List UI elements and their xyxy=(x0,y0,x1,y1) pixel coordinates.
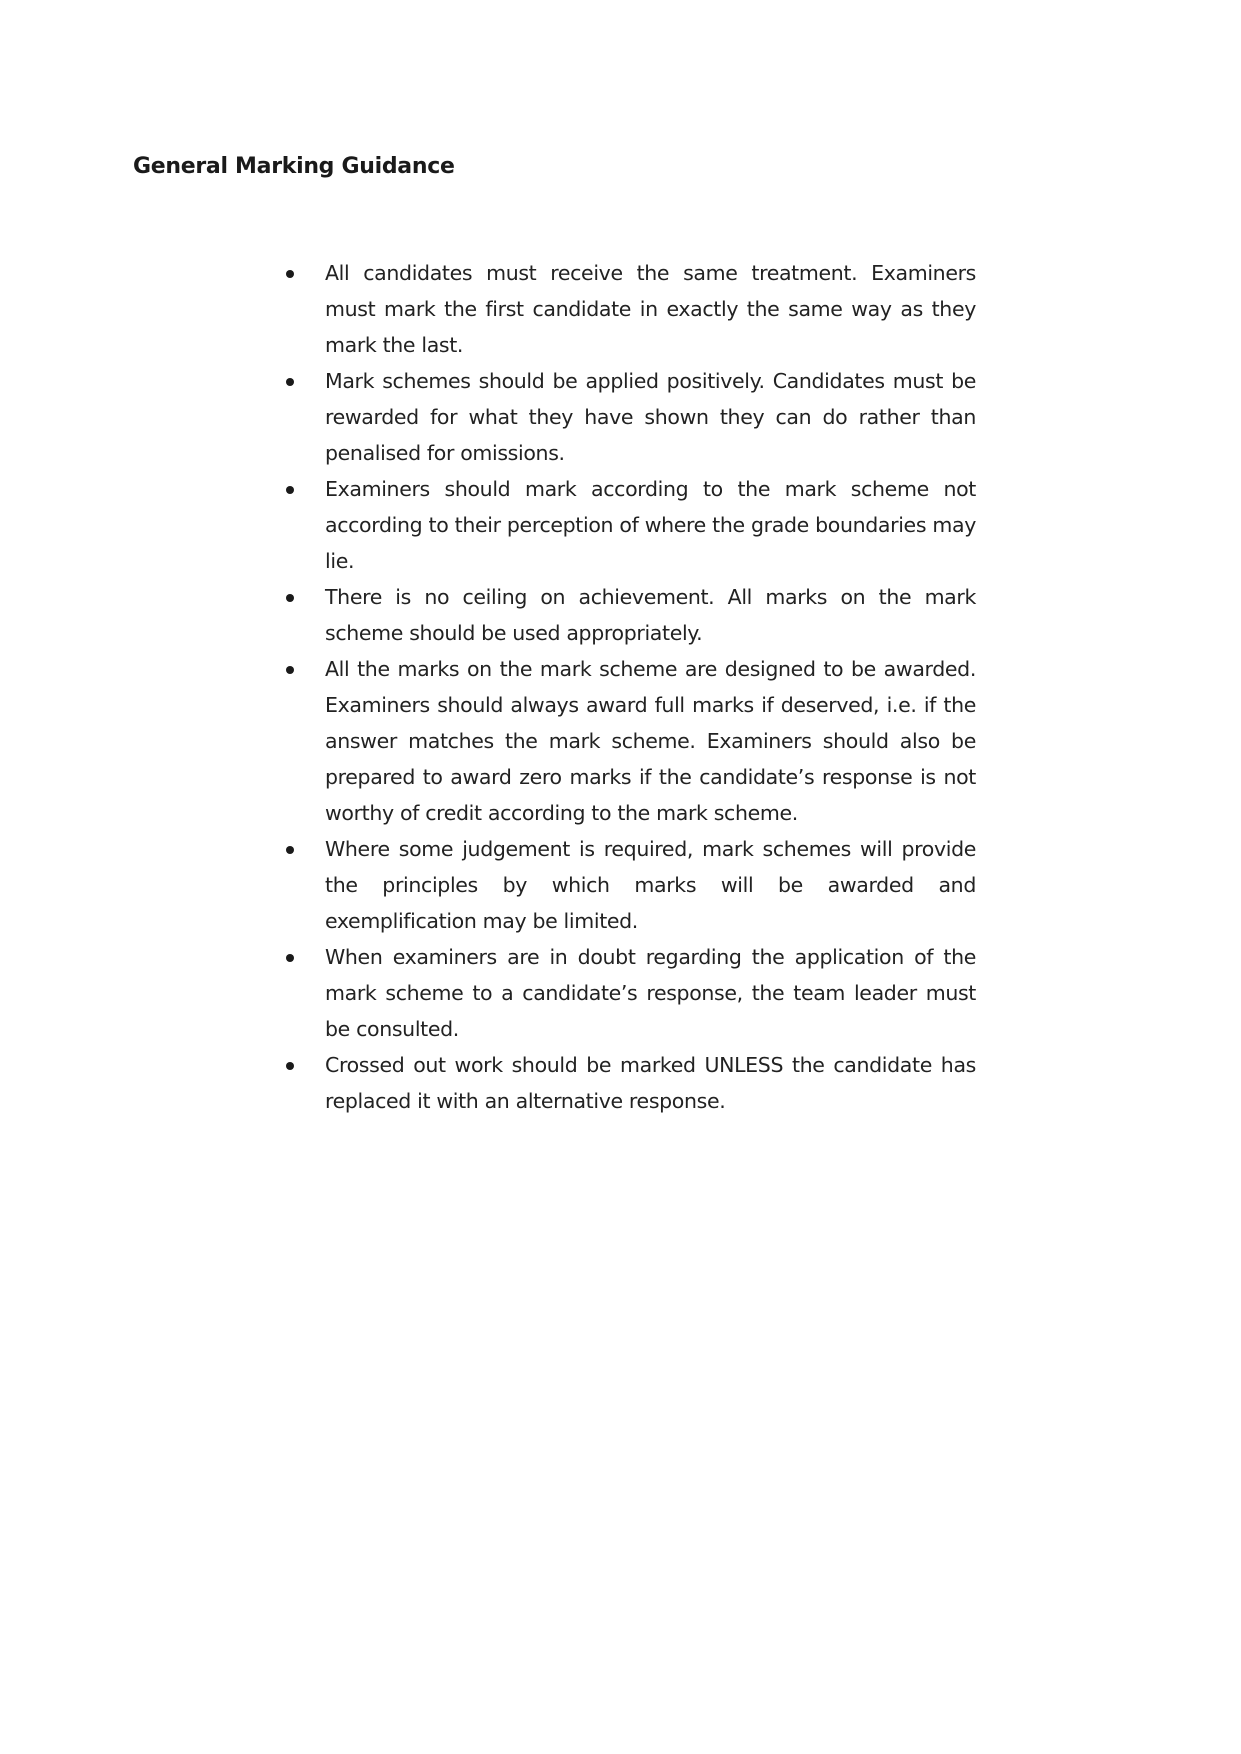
bullet-icon xyxy=(286,954,294,962)
guidance-list xyxy=(325,255,976,1119)
bullet-icon xyxy=(286,1062,294,1070)
list-item xyxy=(325,255,976,363)
list-item xyxy=(325,579,976,651)
list-item-text: When examiners are in doubt regarding the application of the mark scheme to a candidate’s response, the team leader must be consulted. xyxy=(325,945,976,1041)
list-item xyxy=(325,651,976,831)
list-item xyxy=(325,939,976,1047)
list-item xyxy=(325,1047,976,1119)
list-item-text: Examiners should mark according to the mark scheme not according to their perception of where the grade boundaries may lie. xyxy=(325,477,976,573)
list-item-text: All the marks on the mark scheme are designed to be awarded. Examiners should always award full marks if deserved, i.e. if the answer matches the mark scheme. Examiners should also be prepared to award zero marks if the candidate’s response is not worthy of credit according to the mark scheme. xyxy=(325,657,976,825)
list-item-text: Where some judgement is required, mark schemes will provide the principles by which marks will be awarded and exemplification may be limited. xyxy=(325,837,976,933)
list-item-text: Crossed out work should be marked UNLESS the candidate has replaced it with an alternative response. xyxy=(325,1053,976,1113)
bullet-icon xyxy=(286,270,294,278)
bullet-icon xyxy=(286,486,294,494)
list-item-text: Mark schemes should be applied positively. Candidates must be rewarded for what they have shown they can do rather than penalised for omissions. xyxy=(325,369,976,465)
bullet-icon xyxy=(286,378,294,386)
bullet-icon xyxy=(286,846,294,854)
list-item xyxy=(325,471,976,579)
bullet-icon xyxy=(286,594,294,602)
bullet-icon xyxy=(286,666,294,674)
list-item xyxy=(325,831,976,939)
page-title: General Marking Guidance xyxy=(133,154,455,179)
list-item xyxy=(325,363,976,471)
list-item-text: There is no ceiling on achievement. All marks on the mark scheme should be used appropriately. xyxy=(325,585,976,645)
list-item-text: All candidates must receive the same treatment. Examiners must mark the first candidate in exactly the same way as they mark the last. xyxy=(325,261,976,357)
